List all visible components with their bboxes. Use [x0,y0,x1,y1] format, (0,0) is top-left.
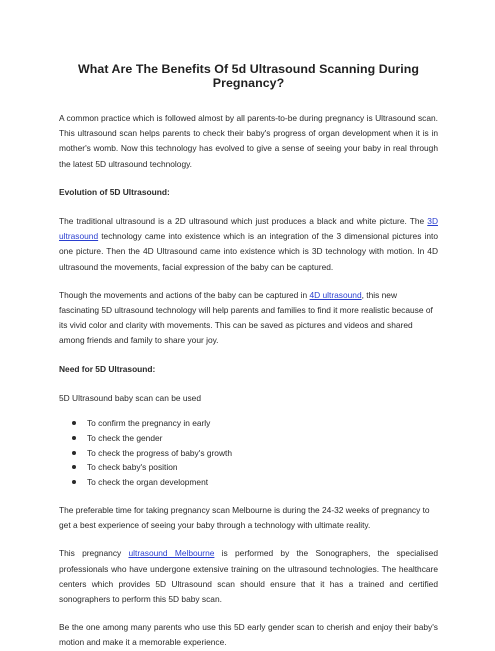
page-title: What Are The Benefits Of 5d Ultrasound Scanning During Pregnancy? [78,62,419,90]
list-item-label: To confirm the pregnancy in early [87,418,211,429]
bullet-icon [72,480,76,484]
uses-list [59,416,438,490]
list-item-label: To check the organ development [87,477,209,488]
movements-paragraph [59,288,438,349]
list-intro: 5D Ultrasound baby scan can be used [59,392,201,403]
list-item [72,431,438,446]
evolution-paragraph [59,214,438,275]
bullet-icon [72,465,76,469]
3d-ultrasound-link[interactable]: 3D ultrasound [59,216,438,242]
evolution-text-start: The traditional ultrasound is a 2D ultrasound which just produces a black and white picture. The [59,216,428,227]
ultrasound-melbourne-link[interactable]: ultrasound Melbourne [128,548,215,559]
list-item [72,475,438,490]
timing-paragraph: The preferable time for taking pregnancy scan Melbourne is during the 24-32 weeks of pregnancy to get a best experience of seeing your baby through a technology with ultimate reality. [59,505,430,531]
closing-paragraph: Be the one among many parents who use this 5D early gender scan to cherish and enjoy their baby's motion and make it a memorable experience. [59,622,438,648]
movements-text-start: Though the movements and actions of the baby can be captured in [59,289,310,300]
melbourne-text-start: This pregnancy [59,548,129,559]
bullet-icon [72,421,76,425]
4d-ultrasound-link[interactable]: 4D ultrasound [309,289,362,300]
list-item [72,460,438,475]
evolution-heading: Evolution of 5D Ultrasound: [59,186,170,197]
list-item [72,416,438,431]
list-item-label: To check the progress of baby's growth [87,447,232,458]
movements-text-end: , this new fascinating 5D ultrasound technology will help parents and families to find it more realistic because of its vivid color and clarity with movements. This can be saved as pictures and videos and shared among friends and family to share your joy. [59,289,433,346]
bullet-icon [72,451,76,455]
melbourne-text-end: is performed by the Sonographers, the specialised professionals who have undergone extensive training on the ultrasound technologies. The healthcare centers which provides 5D Ultrasound scan should ensure that it has a trained and certified sonographers to perform this 5D baby scan. [59,548,438,605]
need-heading: Need for 5D Ultrasound: [59,363,156,374]
list-item [72,446,438,461]
list-item-label: To check baby's position [87,462,178,473]
melbourne-paragraph [59,546,438,607]
evolution-text-end: technology came into existence which is an integration of the 3 dimensional pictures into one picture. Then the 4D Ultrasound came into existence which is 3D technology with motion. In 4D ultrasound the movements, facial expression of the baby can be captured. [59,231,438,272]
list-item-label: To check the gender [87,432,163,443]
bullet-icon [72,436,76,440]
intro-paragraph: A common practice which is followed almost by all parents-to-be during pregnancy is Ultrasound scan. This ultrasound scan helps parents to check their baby's progress of organ development when it is in mother's womb. Now this technology has evolved to give a sense of seeing your baby in real through the latest 5D ultrasound technology. [59,113,438,169]
